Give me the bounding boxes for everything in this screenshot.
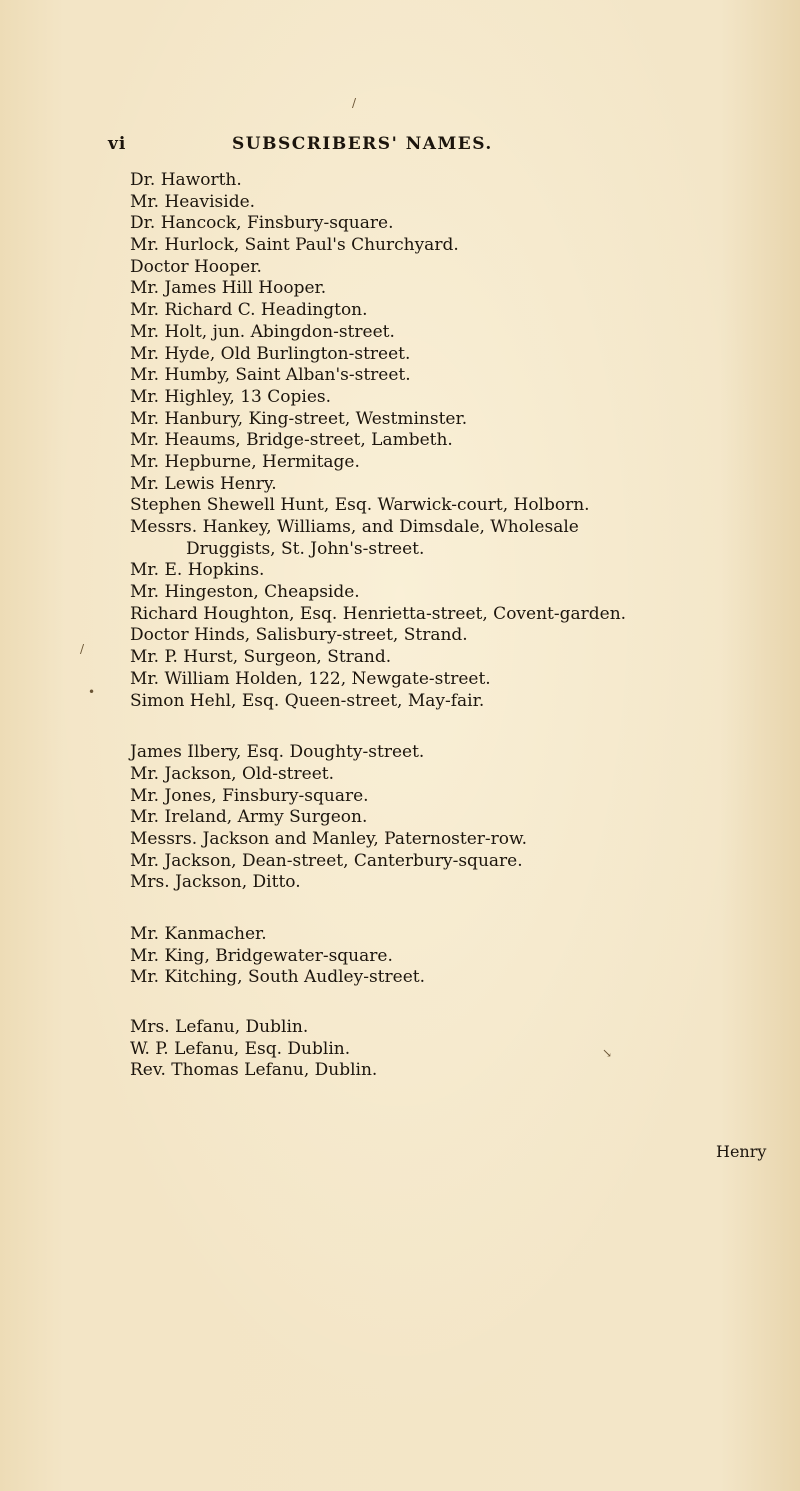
subscriber-entry: Messrs. Jackson and Manley, Paternoster-row. xyxy=(130,828,527,849)
running-head: SUBSCRIBERS' NAMES. xyxy=(232,134,493,154)
catchword: Henry xyxy=(716,1142,767,1161)
subscriber-entry: W. P. Lefanu, Esq. Dublin. xyxy=(130,1038,351,1059)
subscriber-entry: Mr. Hurlock, Saint Paul's Churchyard. xyxy=(130,235,459,256)
subscriber-entry: Mr. Kitching, South Audley-street. xyxy=(130,967,425,988)
section-gap xyxy=(130,894,770,924)
subscriber-entry: Mr. Hyde, Old Burlington-street. xyxy=(130,343,411,364)
subscriber-entry: Doctor Hooper. xyxy=(130,256,262,277)
ink-speck: / xyxy=(352,96,357,110)
subscriber-entry: Dr. Haworth. xyxy=(130,170,242,190)
subscriber-entry: Richard Houghton, Esq. Henrietta-street, Covent-garden. xyxy=(130,603,627,624)
subscriber-entry: James Ilbery, Esq. Doughty-street. xyxy=(130,742,425,763)
section-gap xyxy=(130,712,770,742)
page-number: vi xyxy=(108,134,127,154)
subscriber-entry: Mr. Jackson, Old-street. xyxy=(130,763,334,784)
subscriber-entry: Simon Hehl, Esq. Queen-street, May-fair. xyxy=(130,690,485,711)
ink-speck: ↘ xyxy=(602,1046,613,1060)
section-gap xyxy=(130,989,770,1017)
subscriber-list xyxy=(130,170,770,1082)
subscriber-entry: Mr. Kanmacher. xyxy=(130,924,267,944)
subscriber-entry: Mr. Heaums, Bridge-street, Lambeth. xyxy=(130,430,453,451)
subscriber-entry: Mr. Lewis Henry. xyxy=(130,473,277,494)
page-header xyxy=(0,134,800,158)
subscriber-entry: Mr. Hanbury, King-street, Westminster. xyxy=(130,408,468,429)
subscriber-entry-continuation: Druggists, St. John's-street. xyxy=(186,538,425,559)
subscriber-entry: Mr. Jones, Finsbury-square. xyxy=(130,785,369,806)
subscriber-entry: Mr. Hingeston, Cheapside. xyxy=(130,582,360,603)
subscriber-entry: Doctor Hinds, Salisbury-street, Strand. xyxy=(130,625,468,646)
subscriber-entry: Dr. Hancock, Finsbury-square. xyxy=(130,213,394,234)
subscriber-entry: Mrs. Lefanu, Dublin. xyxy=(130,1017,309,1038)
subscriber-entry: Mr. Hepburne, Hermitage. xyxy=(130,451,360,472)
subscriber-entry: Mr. Heaviside. xyxy=(130,191,256,212)
subscriber-entry: Mr. William Holden, 122, Newgate-street. xyxy=(130,668,491,689)
subscriber-entry: Mr. P. Hurst, Surgeon, Strand. xyxy=(130,647,392,668)
subscriber-entry: Mr. Highley, 13 Copies. xyxy=(130,386,332,407)
subscriber-entry: Mr. Jackson, Dean-street, Canterbury-square. xyxy=(130,850,523,871)
subscriber-entry: Mr. King, Bridgewater-square. xyxy=(130,945,393,966)
subscriber-entry: Mr. Richard C. Headington. xyxy=(130,300,368,321)
subscriber-entry: Stephen Shewell Hunt, Esq. Warwick-court, Holborn. xyxy=(130,495,590,516)
ink-speck: / xyxy=(80,642,85,656)
subscriber-entry: Messrs. Hankey, Williams, and Dimsdale, Wholesale xyxy=(130,517,579,537)
subscriber-entry: Mr. James Hill Hooper. xyxy=(130,278,327,299)
subscriber-entry: Mr. Humby, Saint Alban's-street. xyxy=(130,365,411,386)
subscriber-entry: Mr. E. Hopkins. xyxy=(130,560,265,581)
subscriber-entry: Mr. Holt, jun. Abingdon-street. xyxy=(130,321,395,342)
subscriber-entry: Rev. Thomas Lefanu, Dublin. xyxy=(130,1060,378,1081)
subscriber-entry: Mrs. Jackson, Ditto. xyxy=(130,872,301,893)
subscriber-entry: Mr. Ireland, Army Surgeon. xyxy=(130,807,368,828)
ink-speck: • xyxy=(88,685,96,699)
